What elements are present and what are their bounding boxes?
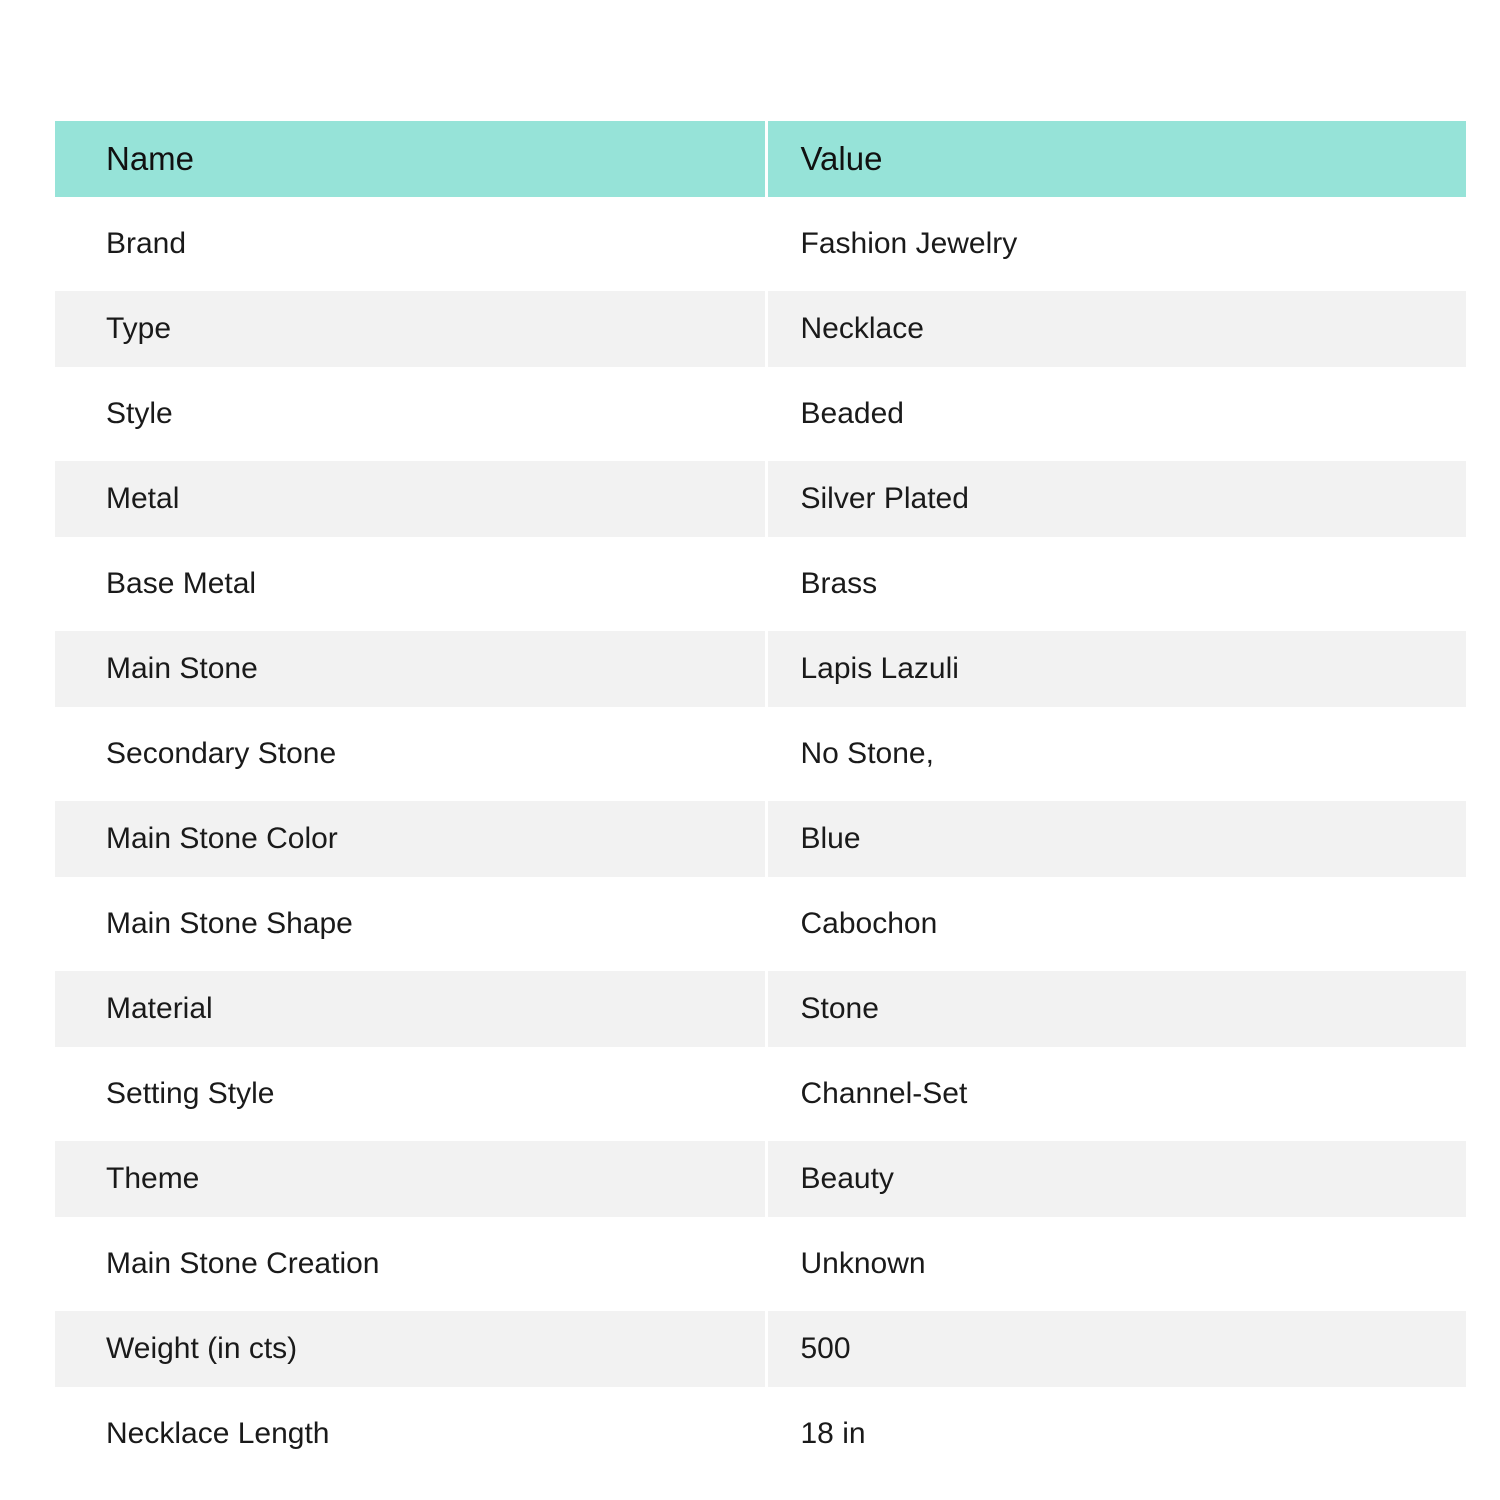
row-name-cell: Metal bbox=[55, 461, 766, 537]
row-name-cell: Setting Style bbox=[55, 1047, 766, 1141]
table-row bbox=[55, 537, 1466, 631]
table-row bbox=[55, 1141, 1466, 1217]
table-row bbox=[55, 877, 1466, 971]
table-row bbox=[55, 1217, 1466, 1311]
row-value-cell: Necklace bbox=[766, 291, 1466, 367]
row-name-cell: Necklace Length bbox=[55, 1387, 766, 1481]
row-name-cell: Main Stone Shape bbox=[55, 877, 766, 971]
row-name-cell: Base Metal bbox=[55, 537, 766, 631]
row-name-cell: Style bbox=[55, 367, 766, 461]
row-value-cell: Brass bbox=[766, 537, 1466, 631]
specifications-table bbox=[55, 121, 1466, 1481]
row-value-cell: Lapis Lazuli bbox=[766, 631, 1466, 707]
row-value-cell: 500 bbox=[766, 1311, 1466, 1387]
row-value-cell: Cabochon bbox=[766, 877, 1466, 971]
row-name-cell: Main Stone bbox=[55, 631, 766, 707]
row-value-cell: 18 in bbox=[766, 1387, 1466, 1481]
table-row bbox=[55, 971, 1466, 1047]
row-name-cell: Theme bbox=[55, 1141, 766, 1217]
table-row bbox=[55, 707, 1466, 801]
row-value-cell: Unknown bbox=[766, 1217, 1466, 1311]
row-name-cell: Main Stone Creation bbox=[55, 1217, 766, 1311]
row-value-cell: Blue bbox=[766, 801, 1466, 877]
row-value-cell: Stone bbox=[766, 971, 1466, 1047]
row-value-cell: Beauty bbox=[766, 1141, 1466, 1217]
table-header-row bbox=[55, 121, 1466, 197]
row-name-cell: Brand bbox=[55, 197, 766, 291]
table-row bbox=[55, 631, 1466, 707]
column-header-name: Name bbox=[55, 121, 766, 197]
row-name-cell: Material bbox=[55, 971, 766, 1047]
row-value-cell: No Stone, bbox=[766, 707, 1466, 801]
row-name-cell: Type bbox=[55, 291, 766, 367]
row-name-cell: Secondary Stone bbox=[55, 707, 766, 801]
row-name-cell: Main Stone Color bbox=[55, 801, 766, 877]
row-value-cell: Beaded bbox=[766, 367, 1466, 461]
table-row bbox=[55, 1387, 1466, 1481]
table-row bbox=[55, 197, 1466, 291]
table-row bbox=[55, 367, 1466, 461]
table-row bbox=[55, 801, 1466, 877]
row-value-cell: Channel-Set bbox=[766, 1047, 1466, 1141]
column-header-value: Value bbox=[766, 121, 1466, 197]
table-row bbox=[55, 291, 1466, 367]
table-row bbox=[55, 461, 1466, 537]
table-body bbox=[55, 197, 1466, 1481]
table-header bbox=[55, 121, 1466, 197]
row-name-cell: Weight (in cts) bbox=[55, 1311, 766, 1387]
row-value-cell: Fashion Jewelry bbox=[766, 197, 1466, 291]
table-row bbox=[55, 1047, 1466, 1141]
row-value-cell: Silver Plated bbox=[766, 461, 1466, 537]
table-row bbox=[55, 1311, 1466, 1387]
